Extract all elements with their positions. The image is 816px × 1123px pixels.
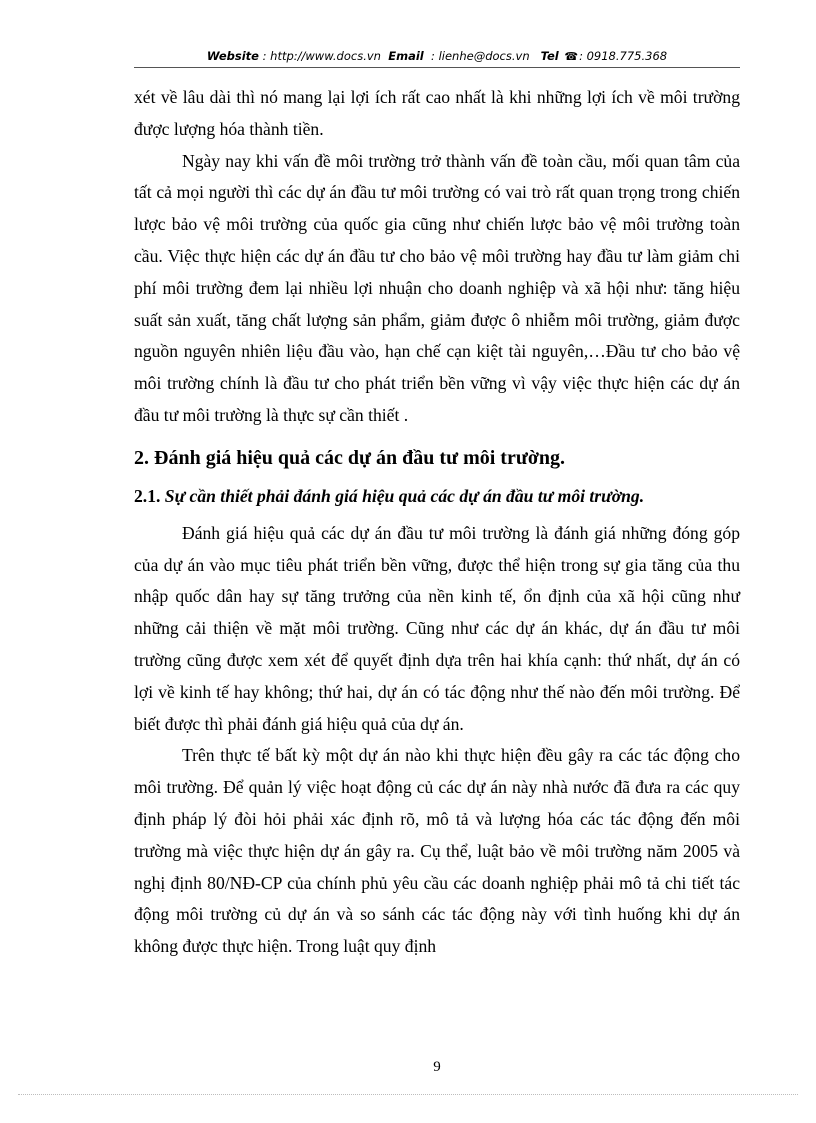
email-separator: : — [427, 49, 439, 63]
tel-label: Tel — [540, 49, 559, 63]
subsection-heading — [134, 478, 740, 514]
page-header — [136, 48, 738, 65]
paragraph-evaluation: Đánh giá hiệu quả các dự án đầu tư môi trường là đánh giá những đóng góp của dự án vào mục tiêu phát triển bền vững, được thể hiện trong sự gia tăng của thu nhập quốc dân hay sự tăng trưởng của nền kinh tế, ổn định của xã hội cũng như những cải thiện về mặt môi trường. Cũng như các dự án khác, dự án đầu tư môi trường cũng được xem xét để quyết định dựa trên hai khía cạnh: thứ nhất, dự án có lợi về kinh tế hay không; thứ hai, dự án có tác động như thế nào đến môi trường. Để biết được thì phải đánh giá hiệu quả của dự án. — [134, 522, 740, 734]
page-number: 9 — [433, 1059, 441, 1075]
email-address[interactable]: lienhe@docs.vn — [438, 49, 530, 63]
tel-number: 0918.775.368 — [586, 49, 668, 63]
email-label: Email — [388, 49, 424, 63]
paragraph-importance: Ngày nay khi vấn đề môi trường trở thành vấn đề toàn cầu, mối quan tâm của tất cả mọi người thì các dự án đầu tư môi trường có vai trò rất quan trọng trong chiến lược bảo vệ môi trường của quốc gia cũng như chiến lược bảo vệ môi trường toàn cầu. Việc thực hiện các dự án đầu tư cho bảo vệ môi trường hay đầu tư làm giảm chi phí môi trường đem lại nhiều lợi nhuận cho doanh nghiệp và xã hội như: tăng hiệu suất sản xuất, tăng chất lượng sản phẩm, giảm được ô nhiễm môi trường, giảm được nguồn nguyên nhiên liệu đầu vào, hạn chế cạn kiệt tài nguyên,…Đầu tư cho bảo vệ môi trường chính là đầu tư cho phát triển bền vững vì vậy việc thực hiện các dự án đầu tư môi trường là thực sự cần thiết . — [134, 150, 740, 425]
paragraph-continuation: xét về lâu dài thì nó mang lại lợi ích rất cao nhất là khi những lợi ích về môi trường được lượng hóa thành tiền. — [134, 87, 740, 139]
website-separator: : — [258, 49, 271, 63]
paragraph-regulation: Trên thực tế bất kỳ một dự án nào khi thực hiện đều gây ra các tác động cho môi trường. Để quản lý việc hoạt động củ các dự án này nhà nước đã đưa ra các quy định pháp lý đòi hỏi phải xác định rõ, mô tả và lượng hóa các tác động đến môi trường mà việc thực hiện dự án gây ra. Cụ thể, luật bảo về môi trường năm 2005 và nghị định 80/NĐ-CP của chính phủ yêu cầu các doanh nghiệp phải mô tả chi tiết tác động môi trường củ dự án và so sánh các tác động này với tình huống khi dự án không được thực hiện. Trong luật quy định — [134, 745, 740, 957]
section-heading: 2. Đánh giá hiệu quả các dự án đầu tư môi trường. — [134, 446, 566, 469]
document-body — [134, 82, 740, 963]
subsection-title: Sự cần thiết phải đánh giá hiệu quả các dự án đầu tư môi trường. — [164, 485, 645, 506]
website-url[interactable]: http://www.docs.vn — [270, 49, 381, 63]
subsection-number: 2.1. — [134, 485, 165, 506]
page-bottom-divider — [18, 1094, 798, 1095]
tel-separator: : — [579, 49, 587, 63]
website-label: Website — [206, 49, 259, 63]
header-divider — [134, 67, 740, 68]
telephone-icon: ☎ — [564, 50, 579, 63]
